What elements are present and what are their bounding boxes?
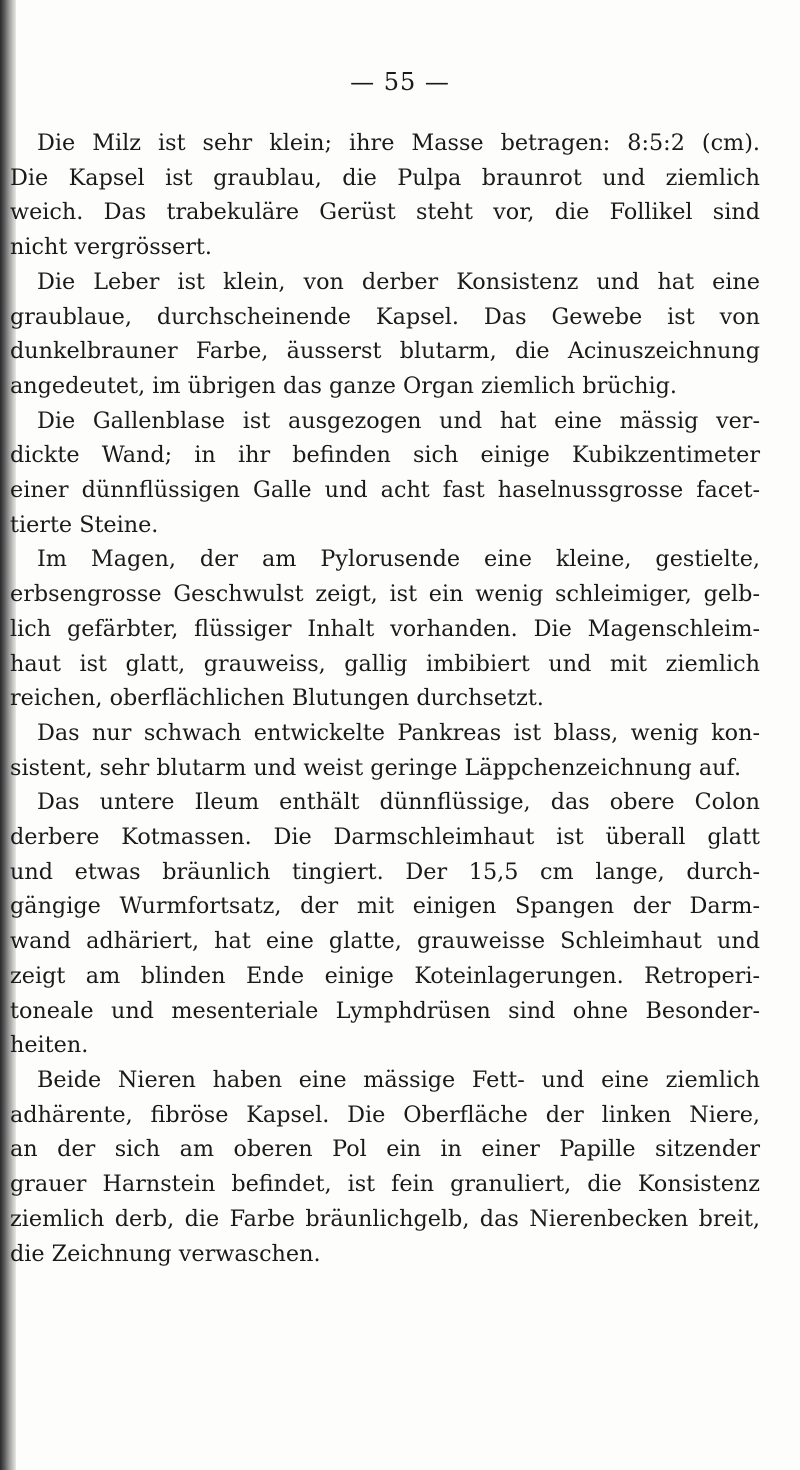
text-line: zeigt am blinden Ende einige Koteinlagerungen. Retroperi-: [10, 962, 760, 989]
text-line: adhärente, fibröse Kapsel. Die Oberfläche der linken Niere,: [10, 1101, 760, 1128]
text-line: tierte Steine.: [10, 511, 159, 538]
text-line: Beide Nieren haben eine mässige Fett- und eine ziemlich: [37, 1066, 760, 1093]
text-line: erbsengrosse Geschwulst zeigt, ist ein wenig schleimiger, gelb-: [10, 581, 760, 608]
text-line: Im Magen, der am Pylorusende eine kleine, gestielte,: [37, 546, 760, 573]
text-line: und etwas bräunlich tingiert. Der 15,5 cm lange, durch-: [10, 858, 760, 885]
body-text: [10, 126, 760, 1271]
text-line: gängige Wurmfortsatz, der mit einigen Spangen der Darm-: [10, 893, 760, 920]
text-line: sistent, sehr blutarm und weist geringe Läppchenzeichnung auf.: [10, 754, 742, 781]
text-line: lich gefärbter, flüssiger Inhalt vorhanden. Die Magenschleim-: [10, 615, 760, 642]
text-line: Das nur schwach entwickelte Pankreas ist blass, wenig kon-: [37, 719, 760, 746]
text-line: einer dünnflüssigen Galle und acht fast haselnussgrosse facet-: [10, 477, 760, 504]
text-line: ziemlich derb, die Farbe bräunlichgelb, das Nierenbecken breit,: [10, 1205, 760, 1232]
text-line: die Zeichnung verwaschen.: [10, 1240, 321, 1267]
page-number: — 55 —: [350, 68, 450, 96]
text-line: toneale und mesenteriale Lymphdrüsen sind ohne Besonder-: [10, 997, 760, 1024]
text-line: graublaue, durchscheinende Kapsel. Das Gewebe ist von: [10, 303, 760, 330]
text-line: Die Leber ist klein, von derber Konsistenz und hat eine: [37, 268, 760, 295]
text-line: dickte Wand; in ihr befinden sich einige Kubikzentimeter: [10, 442, 760, 469]
text-line: nicht vergrössert.: [10, 234, 212, 261]
text-line: Die Milz ist sehr klein; ihre Masse betragen: 8:5:2 (cm).: [37, 130, 760, 156]
text-line: Die Gallenblase ist ausgezogen und hat eine mässig ver-: [37, 407, 760, 434]
text-line: reichen, oberflächlichen Blutungen durchsetzt.: [10, 685, 544, 712]
text-line: haut ist glatt, grauweiss, gallig imbibiert und mit ziemlich: [10, 650, 760, 677]
text-line: derbere Kotmassen. Die Darmschleimhaut ist überall glatt: [10, 824, 760, 851]
text-line: heiten.: [10, 1032, 89, 1059]
text-line: Das untere Ileum enthält dünnflüssige, das obere Colon: [37, 789, 760, 816]
text-line: angedeutet, im übrigen das ganze Organ ziemlich brüchig.: [10, 372, 677, 399]
text-line: wand adhäriert, hat eine glatte, grauweisse Schleimhaut und: [10, 928, 760, 955]
text-line: weich. Das trabekuläre Gerüst steht vor, die Follikel sind: [10, 199, 760, 226]
text-line: dunkelbrauner Farbe, äusserst blutarm, die Acinuszeichnung: [10, 338, 760, 365]
text-line: grauer Harnstein befindet, ist fein granuliert, die Konsistenz: [10, 1171, 760, 1198]
text-line: an der sich am oberen Pol ein in einer Papille sitzender: [10, 1136, 760, 1163]
text-line: Die Kapsel ist graublau, die Pulpa braunrot und ziemlich: [10, 164, 760, 191]
